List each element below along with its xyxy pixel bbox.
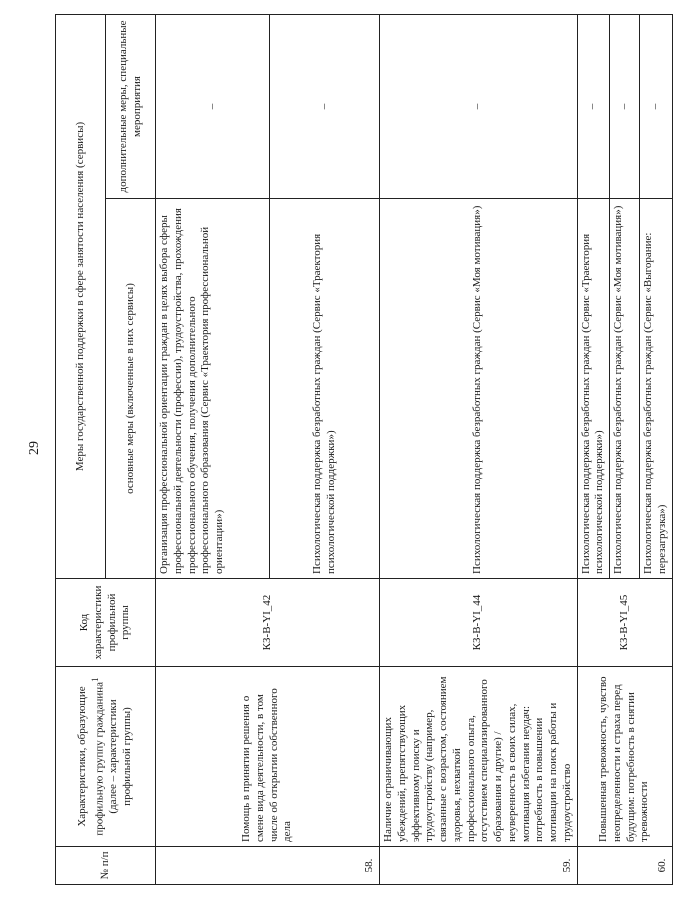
row-main-measure: Психологическая поддержка безработных граждан (Сервис «Траектория психологической поддержки») [577, 199, 610, 579]
characteristics-header-text: Характеристики, образующие профильную группу гражданина [76, 681, 106, 836]
col-header-characteristics [56, 667, 156, 847]
row-additional-measure: – [156, 15, 270, 199]
row-additional-measure: – [380, 15, 578, 199]
row-additional-measure: – [270, 15, 380, 199]
row-characteristics: Наличие ограничивающих убеждений, препятствующих эффективному поиску и трудоустройству (например, связанные с возрастом, состоянием здоровья, нехваткой профессионального опыта, отсутствием специализированного образования и другие) / неуверенность в своих силах, мотивация избегания неудач: потребность в повышении мотивации на поиск работы и трудоустройство [380, 667, 578, 847]
page-number: 29 [27, 441, 42, 455]
characteristics-header-note: (далее – характеристики профильной группы) [107, 699, 134, 814]
row-main-measure: Психологическая поддержка безработных граждан (Сервис «Моя мотивация») [380, 199, 578, 579]
row-main-measure: Организация профессиональной ориентации граждан в целях выбора сферы профессиональной деятельности (профессии), трудоустройства, прохождения профессионального обучения, получения дополнительного профессионального образования (Сервис «Траектория профессиональной ориентации») [156, 199, 270, 579]
row-main-measure: Психологическая поддержка безработных граждан (Сервис «Выгорание: перезагрузка») [640, 199, 673, 579]
header-row-1 [56, 15, 106, 885]
table-row [380, 15, 578, 885]
col-header-main-measures: основные меры (включенные в них сервисы) [106, 199, 156, 579]
footnote-marker: 1 [89, 677, 100, 682]
col-header-num: № п/п [56, 847, 156, 885]
row-additional-measure: – [610, 15, 640, 199]
row-code: КЗ-В-YI_42 [156, 579, 380, 667]
col-header-additional-measures: дополнительные меры, специальные мероприятия [106, 15, 156, 199]
col-header-measures-group: Меры государственной поддержки в сфере занятости населения (сервисы) [56, 15, 106, 579]
row-number: 58. [156, 847, 380, 885]
row-main-measure: Психологическая поддержка безработных граждан (Сервис «Моя мотивация») [610, 199, 640, 579]
row-additional-measure: – [577, 15, 610, 199]
row-number: 60. [577, 847, 672, 885]
row-characteristics: Повышенная тревожность, чувство неопределенности и страха перед будущим: потребность в снятии тревожности [577, 667, 672, 847]
row-number: 59. [380, 847, 578, 885]
row-main-measure: Психологическая поддержка безработных граждан (Сервис «Траектория психологической поддержки») [270, 199, 380, 579]
table-row [577, 15, 610, 885]
row-characteristics: Помощь в принятии решения о смене вида деятельности, в том числе об открытии собственного дела [156, 667, 380, 847]
row-code: КЗ-В-YI_44 [380, 579, 578, 667]
row-additional-measure: – [640, 15, 673, 199]
table-row [156, 15, 270, 885]
col-header-code: Код характеристики профильной группы [56, 579, 156, 667]
support-measures-table [55, 14, 673, 885]
row-code: КЗ-В-YI_45 [577, 579, 672, 667]
rotated-table-wrapper [55, 15, 668, 885]
